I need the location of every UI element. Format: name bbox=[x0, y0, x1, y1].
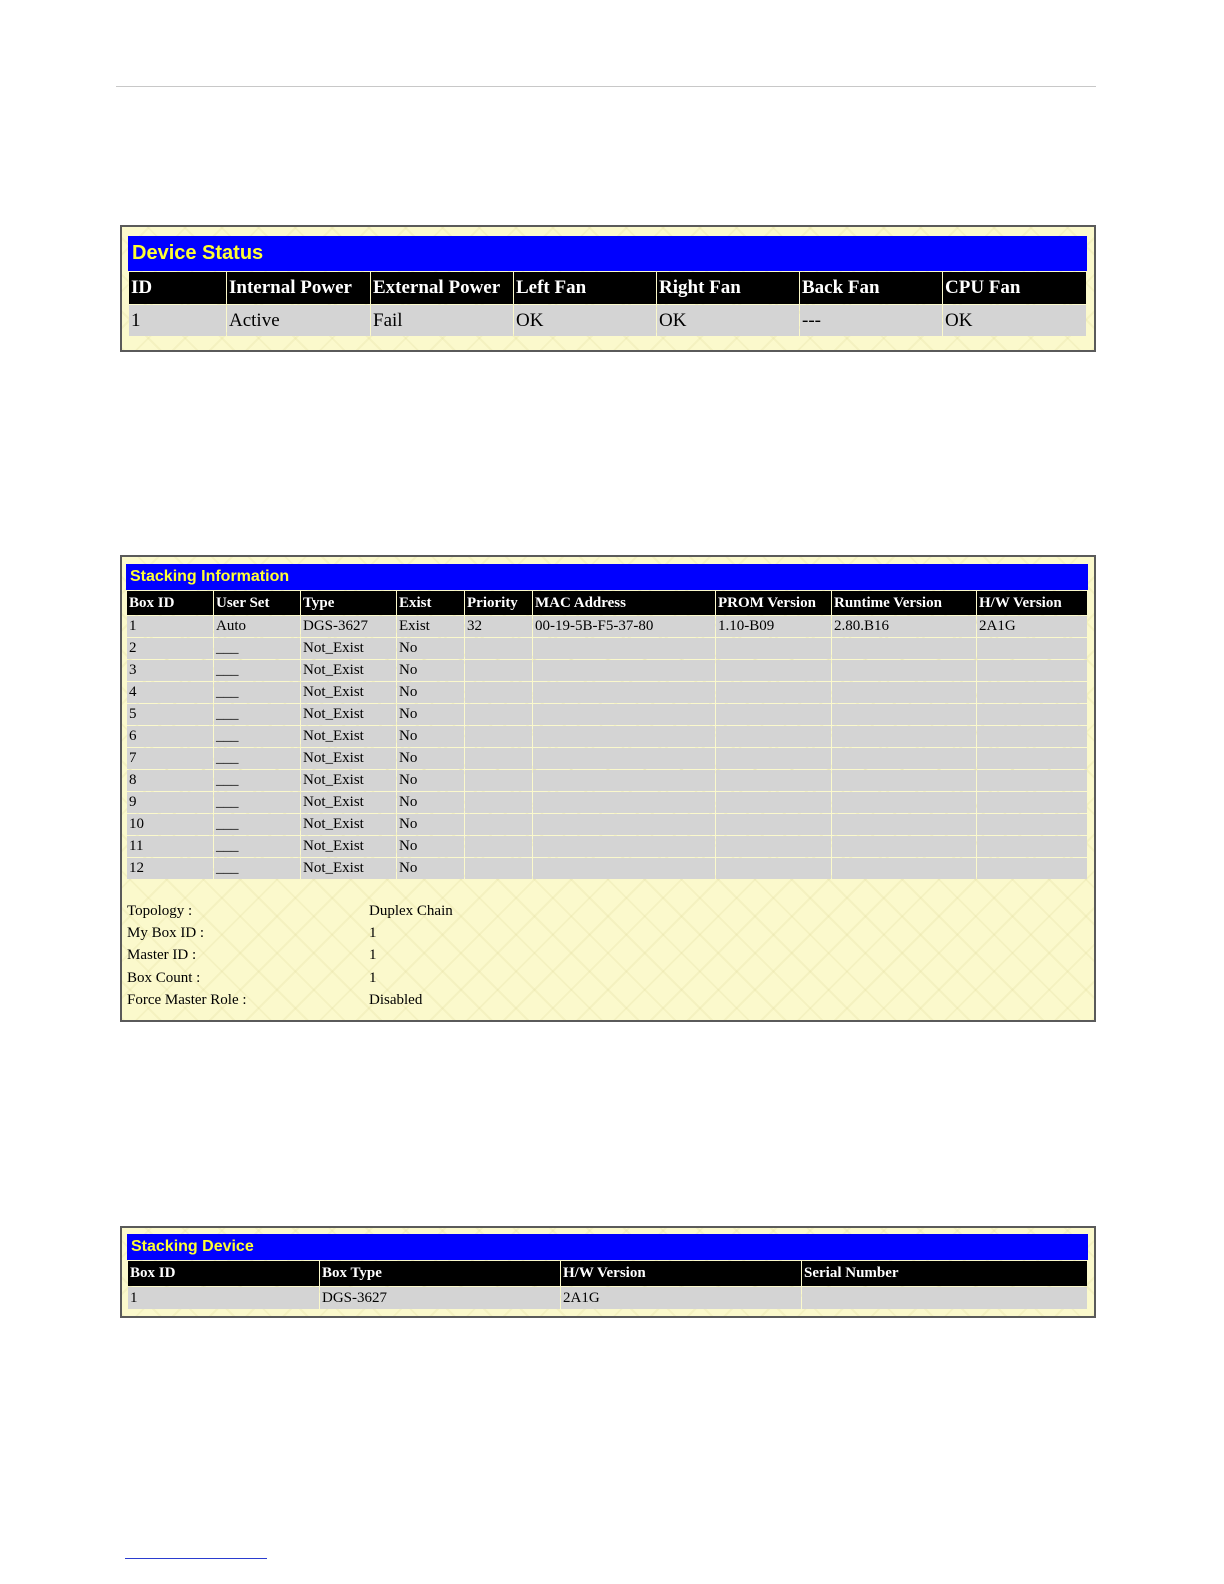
table-cell bbox=[832, 660, 976, 681]
column-header: MAC Address bbox=[533, 591, 715, 615]
table-cell bbox=[977, 836, 1087, 857]
summary-value: 1 bbox=[369, 947, 377, 964]
table-cell: No bbox=[397, 726, 464, 747]
table-cell: 6 bbox=[127, 726, 213, 747]
table-cell: Not_Exist bbox=[301, 858, 396, 879]
table-cell bbox=[214, 726, 300, 747]
table-cell: 1 bbox=[127, 616, 213, 637]
table-cell bbox=[832, 638, 976, 659]
table-cell bbox=[465, 704, 532, 725]
table-cell: Auto bbox=[214, 616, 300, 637]
table-cell bbox=[533, 704, 715, 725]
table-cell bbox=[832, 770, 976, 791]
table-cell bbox=[465, 638, 532, 659]
table-cell: 12 bbox=[127, 858, 213, 879]
table-cell bbox=[716, 770, 831, 791]
column-header: CPU Fan bbox=[943, 272, 1086, 304]
table-cell: No bbox=[397, 858, 464, 879]
table-cell bbox=[214, 748, 300, 769]
stacking-device-title: Stacking Device bbox=[127, 1234, 1088, 1260]
table-cell bbox=[832, 814, 976, 835]
table-cell bbox=[977, 814, 1087, 835]
table-cell: 2A1G bbox=[561, 1287, 801, 1309]
table-cell: No bbox=[397, 770, 464, 791]
summary-label: Box Count : bbox=[127, 969, 201, 986]
table-cell bbox=[977, 858, 1087, 879]
table-cell: 1 bbox=[128, 1287, 319, 1309]
table-cell bbox=[465, 682, 532, 703]
column-header: ID bbox=[129, 272, 226, 304]
table-cell bbox=[832, 682, 976, 703]
summary-label: My Box ID : bbox=[127, 925, 205, 942]
table-cell: Not_Exist bbox=[301, 748, 396, 769]
table-cell bbox=[716, 704, 831, 725]
table-cell bbox=[977, 704, 1087, 725]
table-header-row bbox=[127, 591, 1087, 615]
column-header: External Power bbox=[371, 272, 513, 304]
table-cell: Not_Exist bbox=[301, 770, 396, 791]
table-cell: Not_Exist bbox=[301, 638, 396, 659]
table-cell bbox=[214, 792, 300, 813]
table-cell: 4 bbox=[127, 682, 213, 703]
table-cell bbox=[533, 638, 715, 659]
table-row bbox=[127, 748, 1087, 769]
table-row bbox=[127, 682, 1087, 703]
table-cell bbox=[716, 858, 831, 879]
table-cell: 2.80.B16 bbox=[832, 616, 976, 637]
table-cell bbox=[832, 748, 976, 769]
table-row bbox=[128, 1287, 1087, 1309]
stacking-device-table bbox=[127, 1260, 1088, 1310]
table-cell bbox=[533, 682, 715, 703]
table-cell: 2A1G bbox=[977, 616, 1087, 637]
table-cell bbox=[977, 770, 1087, 791]
table-row bbox=[127, 704, 1087, 725]
table-cell bbox=[533, 858, 715, 879]
table-cell bbox=[832, 792, 976, 813]
column-header: Box ID bbox=[128, 1261, 319, 1286]
table-cell: No bbox=[397, 638, 464, 659]
column-header: Internal Power bbox=[227, 272, 370, 304]
table-cell: No bbox=[397, 660, 464, 681]
table-cell: 1 bbox=[129, 305, 226, 336]
table-row bbox=[127, 726, 1087, 747]
table-cell: Not_Exist bbox=[301, 704, 396, 725]
table-header-row bbox=[128, 1261, 1087, 1286]
table-cell bbox=[977, 748, 1087, 769]
table-cell bbox=[465, 770, 532, 791]
device-status-table bbox=[128, 271, 1087, 337]
stacking-information-panel bbox=[120, 555, 1096, 1022]
table-cell bbox=[214, 858, 300, 879]
table-cell bbox=[214, 770, 300, 791]
table-cell bbox=[214, 836, 300, 857]
table-cell: No bbox=[397, 792, 464, 813]
table-cell: No bbox=[397, 836, 464, 857]
table-cell: Not_Exist bbox=[301, 836, 396, 857]
device-status-panel bbox=[120, 225, 1096, 352]
table-cell bbox=[533, 770, 715, 791]
table-cell bbox=[214, 704, 300, 725]
table-cell bbox=[465, 814, 532, 835]
table-cell bbox=[716, 836, 831, 857]
table-cell: No bbox=[397, 704, 464, 725]
table-cell bbox=[533, 836, 715, 857]
table-cell: --- bbox=[800, 305, 942, 336]
table-cell bbox=[977, 682, 1087, 703]
table-cell bbox=[832, 726, 976, 747]
footer-link-rule bbox=[125, 1558, 267, 1559]
summary-row bbox=[127, 922, 1088, 944]
table-header-row bbox=[129, 272, 1086, 304]
summary-label: Topology : bbox=[127, 902, 193, 919]
summary-value: 1 bbox=[369, 925, 377, 942]
table-cell: 2 bbox=[127, 638, 213, 659]
table-cell bbox=[977, 638, 1087, 659]
table-cell: 1.10-B09 bbox=[716, 616, 831, 637]
stacking-information-table bbox=[126, 590, 1088, 880]
table-cell: 9 bbox=[127, 792, 213, 813]
table-cell bbox=[533, 814, 715, 835]
table-cell: 3 bbox=[127, 660, 213, 681]
table-cell: Not_Exist bbox=[301, 814, 396, 835]
table-row bbox=[129, 305, 1086, 336]
table-cell bbox=[716, 638, 831, 659]
column-header: H/W Version bbox=[561, 1261, 801, 1286]
stacking-summary bbox=[126, 900, 1088, 1012]
stacking-device-panel bbox=[120, 1226, 1096, 1318]
column-header: PROM Version bbox=[716, 591, 831, 615]
table-cell bbox=[832, 704, 976, 725]
table-cell bbox=[214, 660, 300, 681]
summary-label: Master ID : bbox=[127, 947, 197, 964]
table-cell: No bbox=[397, 682, 464, 703]
table-row bbox=[127, 616, 1087, 637]
table-cell bbox=[533, 726, 715, 747]
summary-value: 1 bbox=[369, 969, 377, 986]
table-cell: 32 bbox=[465, 616, 532, 637]
summary-row bbox=[127, 990, 1088, 1012]
table-cell: Active bbox=[227, 305, 370, 336]
table-cell: OK bbox=[514, 305, 656, 336]
table-cell: Not_Exist bbox=[301, 792, 396, 813]
summary-row bbox=[127, 900, 1088, 922]
table-cell bbox=[214, 682, 300, 703]
column-header: Exist bbox=[397, 591, 464, 615]
table-cell: Not_Exist bbox=[301, 660, 396, 681]
table-cell: Fail bbox=[371, 305, 513, 336]
table-cell bbox=[465, 836, 532, 857]
table-cell bbox=[465, 726, 532, 747]
table-cell bbox=[465, 748, 532, 769]
summary-label: Force Master Role : bbox=[127, 992, 247, 1009]
table-row bbox=[127, 660, 1087, 681]
table-cell: DGS-3627 bbox=[320, 1287, 560, 1309]
table-cell bbox=[465, 792, 532, 813]
table-cell bbox=[533, 792, 715, 813]
header-rule bbox=[116, 86, 1096, 87]
table-row bbox=[127, 638, 1087, 659]
table-cell: Exist bbox=[397, 616, 464, 637]
table-cell: 10 bbox=[127, 814, 213, 835]
column-header: Left Fan bbox=[514, 272, 656, 304]
table-cell bbox=[465, 660, 532, 681]
table-cell: Not_Exist bbox=[301, 682, 396, 703]
table-cell bbox=[533, 660, 715, 681]
column-header: H/W Version bbox=[977, 591, 1087, 615]
column-header: Priority bbox=[465, 591, 532, 615]
table-cell bbox=[977, 792, 1087, 813]
table-cell bbox=[832, 836, 976, 857]
table-cell bbox=[716, 748, 831, 769]
table-cell bbox=[716, 682, 831, 703]
table-cell bbox=[802, 1287, 1087, 1309]
table-cell bbox=[214, 638, 300, 659]
table-cell bbox=[716, 726, 831, 747]
table-cell bbox=[533, 748, 715, 769]
table-cell: OK bbox=[657, 305, 799, 336]
table-cell bbox=[716, 660, 831, 681]
column-header: Type bbox=[301, 591, 396, 615]
table-cell: 8 bbox=[127, 770, 213, 791]
table-cell: No bbox=[397, 748, 464, 769]
table-row bbox=[127, 770, 1087, 791]
summary-row bbox=[127, 967, 1088, 989]
column-header: Back Fan bbox=[800, 272, 942, 304]
table-cell: DGS-3627 bbox=[301, 616, 396, 637]
table-row bbox=[127, 858, 1087, 879]
table-cell: 7 bbox=[127, 748, 213, 769]
table-cell: No bbox=[397, 814, 464, 835]
summary-row bbox=[127, 945, 1088, 967]
table-cell bbox=[716, 792, 831, 813]
table-cell bbox=[977, 726, 1087, 747]
table-cell: 00-19-5B-F5-37-80 bbox=[533, 616, 715, 637]
stacking-information-title: Stacking Information bbox=[126, 564, 1088, 590]
table-cell: OK bbox=[943, 305, 1086, 336]
column-header: Serial Number bbox=[802, 1261, 1087, 1286]
summary-value: Disabled bbox=[369, 992, 423, 1009]
table-cell bbox=[214, 814, 300, 835]
column-header: Box ID bbox=[127, 591, 213, 615]
table-cell: Not_Exist bbox=[301, 726, 396, 747]
table-cell: 11 bbox=[127, 836, 213, 857]
column-header: Box Type bbox=[320, 1261, 560, 1286]
summary-value: Duplex Chain bbox=[369, 902, 453, 919]
table-cell bbox=[977, 660, 1087, 681]
column-header: User Set bbox=[214, 591, 300, 615]
device-status-title: Device Status bbox=[128, 236, 1087, 271]
table-row bbox=[127, 814, 1087, 835]
table-cell bbox=[716, 814, 831, 835]
column-header: Runtime Version bbox=[832, 591, 976, 615]
table-row bbox=[127, 836, 1087, 857]
table-cell: 5 bbox=[127, 704, 213, 725]
table-cell bbox=[465, 858, 532, 879]
table-cell bbox=[832, 858, 976, 879]
column-header: Right Fan bbox=[657, 272, 799, 304]
table-row bbox=[127, 792, 1087, 813]
